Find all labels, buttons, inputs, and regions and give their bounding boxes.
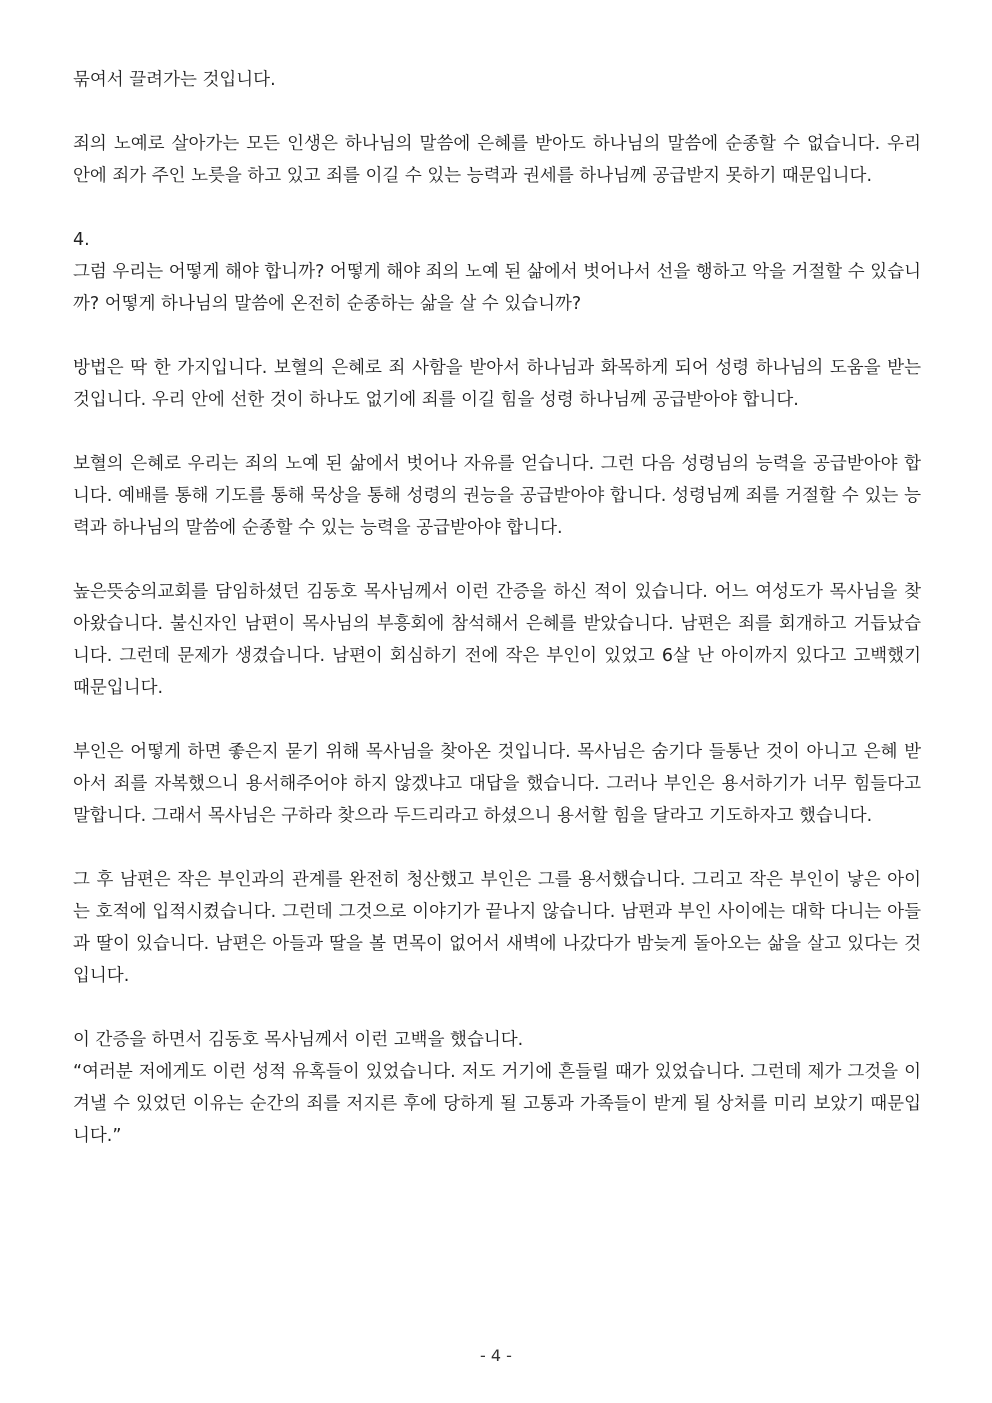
page-number: - 4 - — [480, 1346, 512, 1365]
paragraph-quote: “여러분 저에게도 이런 성적 유혹들이 있었습니다. 저도 거기에 흔들릴 때가 있었습니다. 그런데 제가 그것을 이겨낼 수 있었던 이유는 순간의 죄를 저지른 후에 당하게 될 고통과 가족들이 받게 될 상처를 미리 보았기 때문입니다.” — [73, 1062, 921, 1146]
paragraph-questions: 그럼 우리는 어떻게 해야 합니까? 어떻게 해야 죄의 노예 된 삶에서 벗어나서 선을 행하고 악을 거절할 수 있습니까? 어떻게 하나님의 말씀에 온전히 순종하는 삶을 살 수 있습니까? — [73, 262, 921, 314]
paragraph-continuation: 묶여서 끌려가는 것입니다. — [73, 70, 276, 90]
section-number: 4. — [73, 230, 90, 250]
paragraph-method: 방법은 딱 한 가지입니다. 보혈의 은혜로 죄 사함을 받아서 하나님과 화목하게 되어 성령 하나님의 도움을 받는 것입니다. 우리 안에 선한 것이 하나도 없기에 죄를 이길 힘을 성령 하나님께 공급받아야 합니다. — [73, 358, 921, 410]
paragraph-aftermath: 그 후 남편은 작은 부인과의 관계를 완전히 청산했고 부인은 그를 용서했습니다. 그리고 작은 부인이 낳은 아이는 호적에 입적시켰습니다. 그런데 그것으로 이야기가 끝나지 않습니다. 남편과 부인 사이에는 대학 다니는 아들과 딸이 있습니다. 남편은 아들과 딸을 볼 면목이 없어서 새벽에 나갔다가 밤늦게 돌아오는 삶을 살고 있다는 것입니다. — [73, 870, 921, 986]
paragraph-wife-visit: 부인은 어떻게 하면 좋은지 묻기 위해 목사님을 찾아온 것입니다. 목사님은 숨기다 들통난 것이 아니고 은혜 받아서 죄를 자복했으니 용서해주어야 하지 않겠냐고 대답을 했습니다. 그러나 부인은 용서하기가 너무 힘들다고 말합니다. 그래서 목사님은 구하라 찾으라 두드리라고 하셨으니 용서할 힘을 달라고 기도하자고 했습니다. — [73, 742, 921, 826]
document-body — [73, 64, 921, 1184]
paragraph-confession-intro: 이 간증을 하면서 김동호 목사님께서 이런 고백을 했습니다. — [73, 1030, 524, 1050]
paragraph-testimony-intro: 높은뜻숭의교회를 담임하셨던 김동호 목사님께서 이런 간증을 하신 적이 있습니다. 어느 여성도가 목사님을 찾아왔습니다. 불신자인 남편이 목사님의 부흥회에 참석해서 은혜를 받았습니다. 남편은 죄를 회개하고 거듭났습니다. 그런데 문제가 생겼습니다. 남편이 회심하기 전에 작은 부인이 있었고 6살 난 아이까지 있다고 고백했기 때문입니다. — [73, 582, 921, 698]
paragraph-sin-slavery: 죄의 노예로 살아가는 모든 인생은 하나님의 말씀에 은혜를 받아도 하나님의 말씀에 순종할 수 없습니다. 우리 안에 죄가 주인 노릇을 하고 있고 죄를 이길 수 있는 능력과 권세를 하나님께 공급받지 못하기 때문입니다. — [73, 134, 921, 186]
paragraph-holy-spirit-power: 보혈의 은혜로 우리는 죄의 노예 된 삶에서 벗어나 자유를 얻습니다. 그런 다음 성령님의 능력을 공급받아야 합니다. 예배를 통해 기도를 통해 묵상을 통해 성령의 권능을 공급받아야 합니다. 성령님께 죄를 거절할 수 있는 능력과 하나님의 말씀에 순종할 수 있는 능력을 공급받아야 합니다. — [73, 454, 921, 538]
